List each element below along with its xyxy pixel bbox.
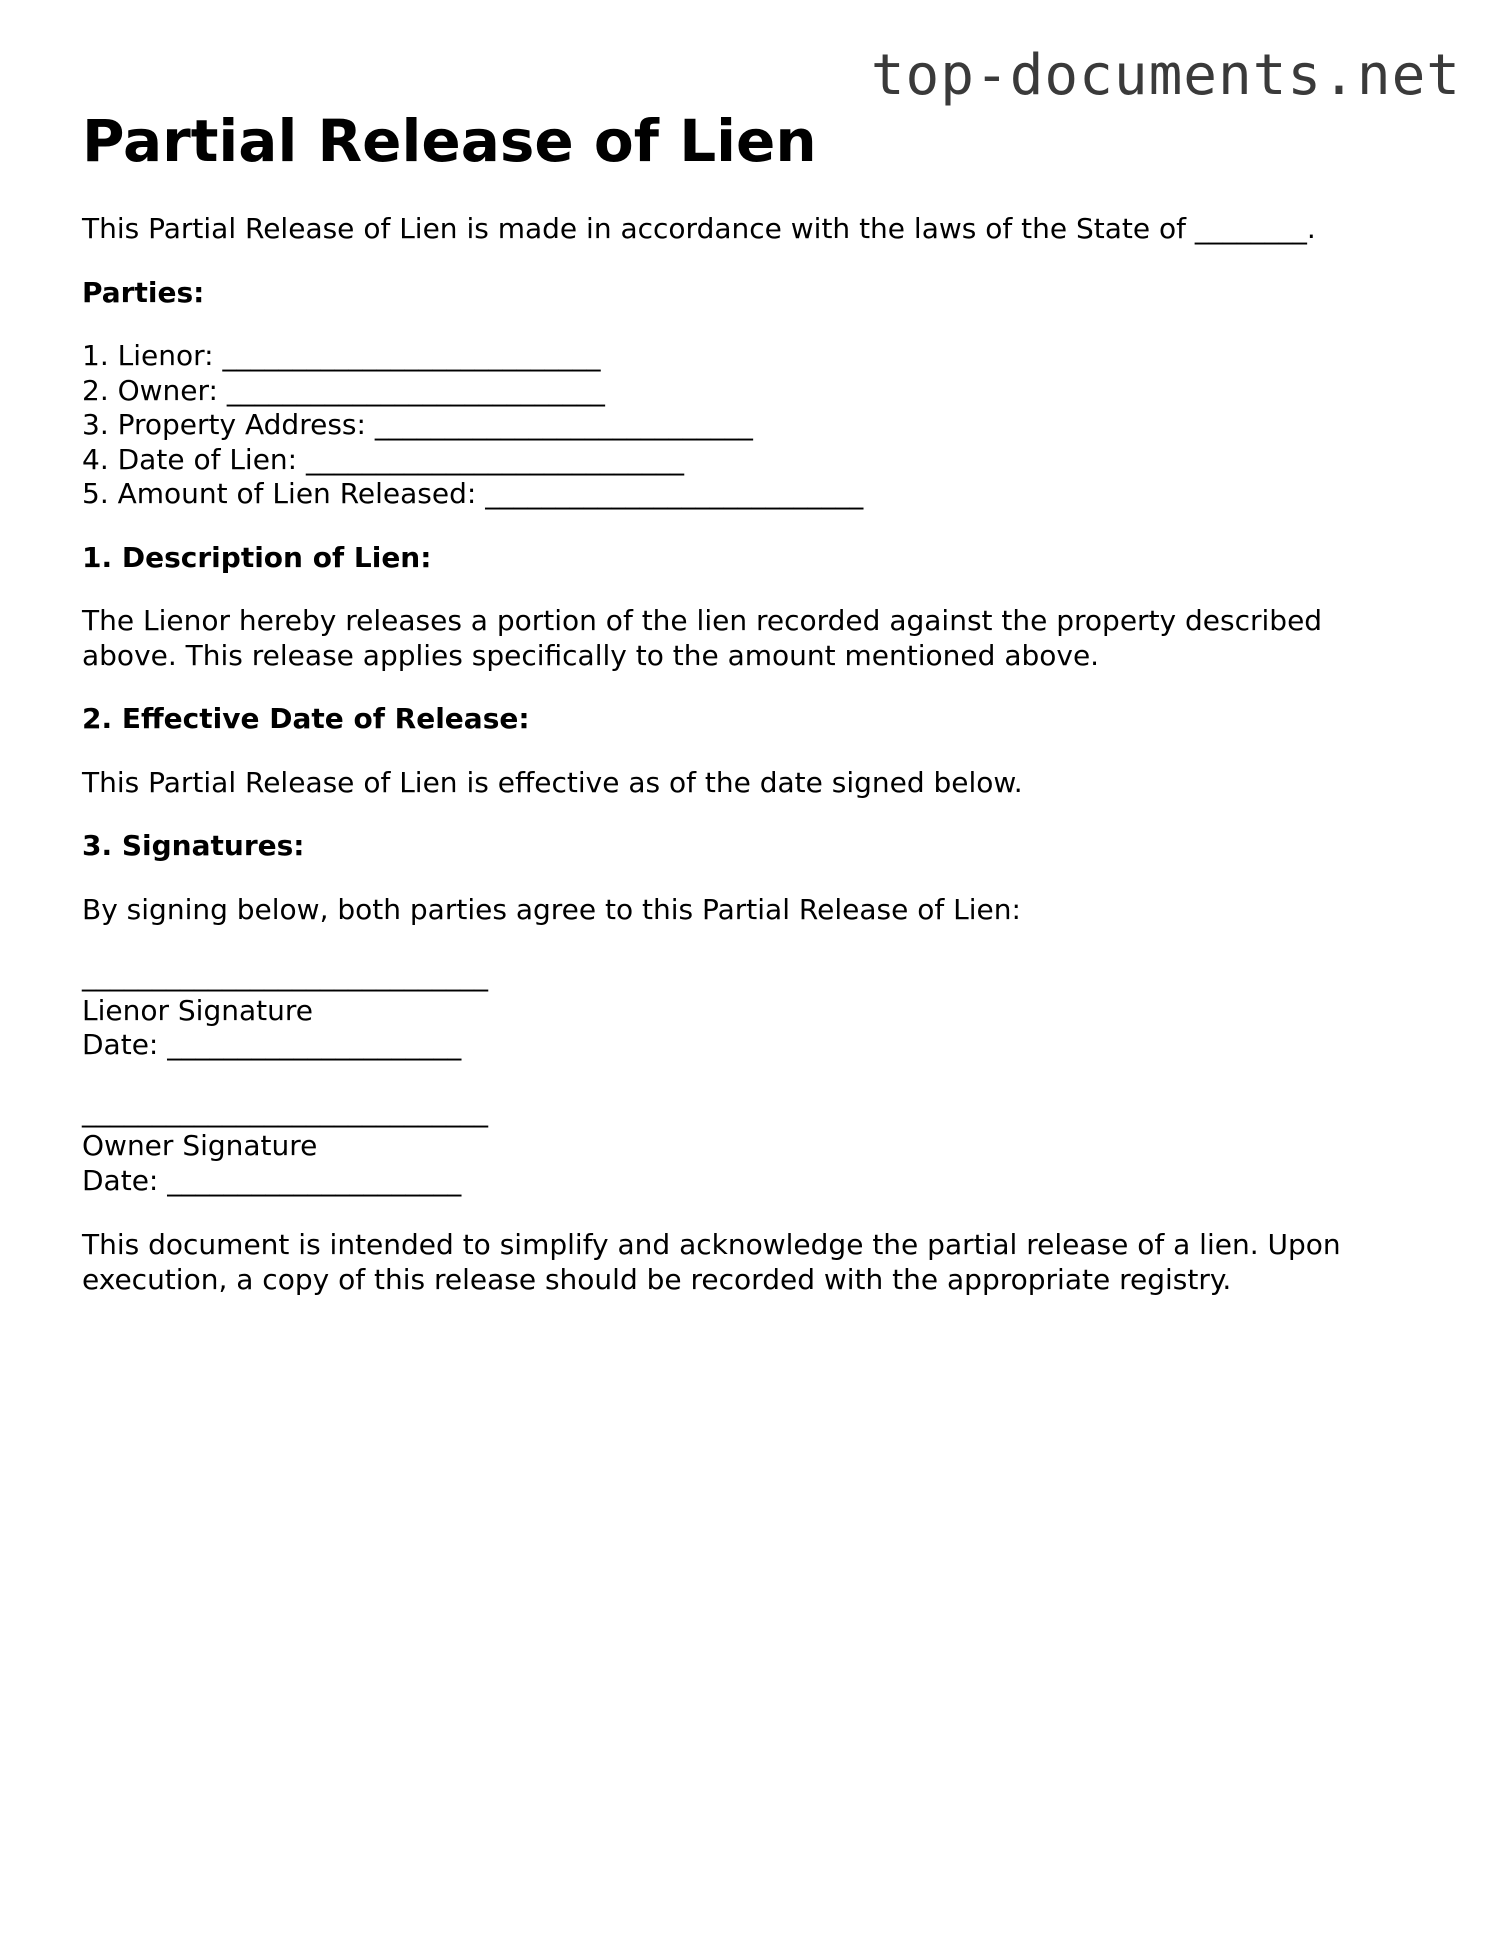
owner-signature-line: _____________________________ (82, 1094, 488, 1128)
section-3-text: By signing below, both parties agree to this Partial Release of Lien: (82, 892, 1021, 926)
document-title: Partial Release of Lien (82, 107, 817, 175)
section-2-heading: 2. Effective Date of Release: (82, 702, 530, 735)
lienor-date-line: Date: _____________________ (82, 1028, 462, 1061)
closing-paragraph: This document is intended to simplify and acknowledge the partial release of a lien. Upon execution, a copy of this release should be recorded with the appropriate registry. (82, 1228, 1350, 1296)
section-3-heading: 3. Signatures: (82, 829, 305, 862)
owner-signature-label: Owner Signature (82, 1129, 318, 1162)
lienor-signature-block (82, 959, 1422, 1063)
party-item-owner: 2. Owner: ___________________________ (82, 373, 605, 407)
owner-signature-block (82, 1095, 1422, 1199)
lienor-signature-line: _____________________________ (82, 959, 488, 992)
owner-date-line: Date: _____________________ (82, 1163, 462, 1197)
section-1-text: The Lienor hereby releases a portion of the lien recorded against the property described above. This release applies specifically to the amount mentioned above. (82, 604, 1331, 672)
section-2-text: This Partial Release of Lien is effective as of the date signed below. (82, 765, 1023, 799)
document (82, 100, 1422, 1297)
section-1-heading: 1. Description of Lien: (82, 540, 432, 574)
intro-paragraph: This Partial Release of Lien is made in accordance with the laws of the State of ________. (82, 212, 1316, 245)
party-item-amount-released: 5. Amount of Lien Released: ___________________________ (82, 477, 864, 510)
lienor-signature-label: Lienor Signature (82, 993, 313, 1027)
party-item-property-address: 3. Property Address: ___________________________ (82, 408, 753, 441)
watermark: top-documents.net (870, 43, 1461, 108)
party-item-date-of-lien: 4. Date of Lien: ___________________________ (82, 442, 685, 476)
party-item-lienor: 1. Lienor: ___________________________ (82, 339, 601, 372)
parties-heading: Parties: (82, 275, 205, 309)
parties-list (82, 339, 1422, 512)
